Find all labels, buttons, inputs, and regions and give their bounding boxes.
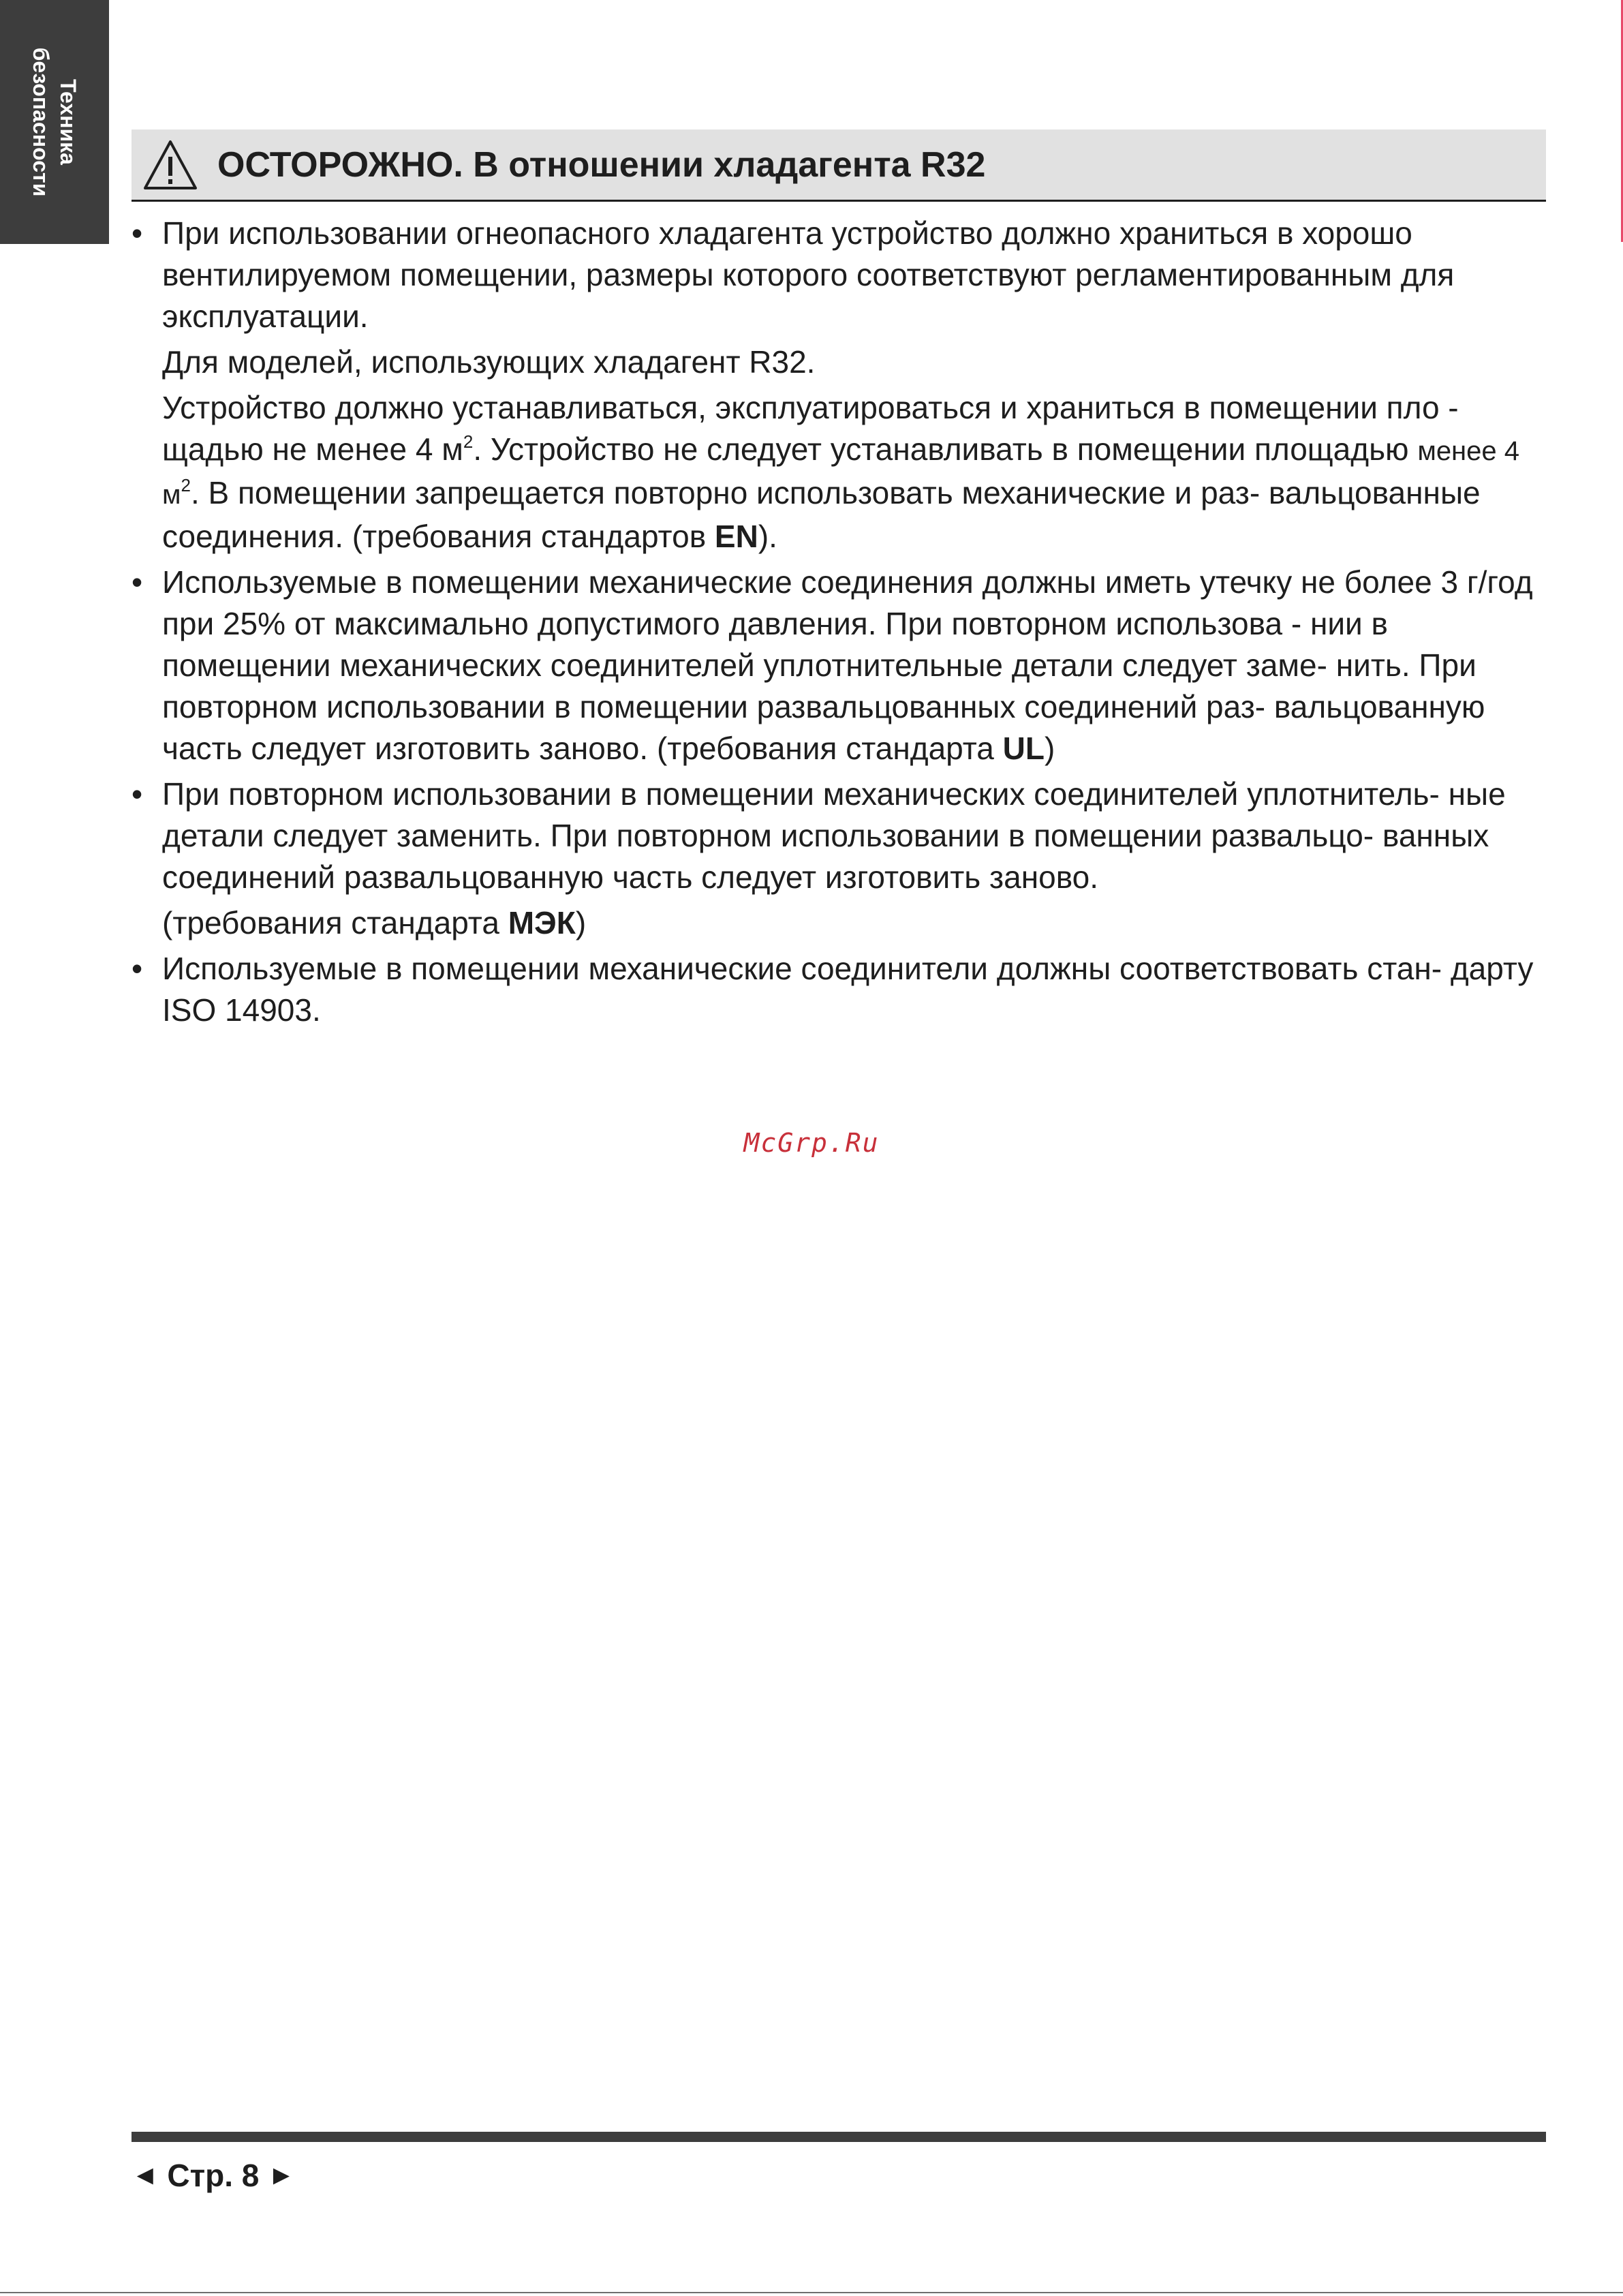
paragraph: Для моделей, использующих хладагент R32. xyxy=(162,344,816,380)
paragraph: Используемые в помещении механические соединители должны соответствовать стан- дарту ISO 14903. xyxy=(162,951,1534,1028)
warning-triangle-icon xyxy=(142,139,198,191)
paragraph xyxy=(162,902,1546,944)
text-run-small: менее 4 м xyxy=(162,436,1519,510)
side-tab-line-2: безопасности xyxy=(29,47,53,197)
list-item xyxy=(132,948,1546,1031)
bullet-marker: • xyxy=(132,776,143,812)
side-section-tab xyxy=(0,0,109,244)
paragraph xyxy=(162,387,1546,557)
standard-name: UL xyxy=(1002,731,1045,766)
text-run: Устройство должно устанавливаться, эксплуатироваться и храниться в помещении пло - щадью не менее 4 м xyxy=(162,390,1459,467)
paragraph xyxy=(162,562,1546,769)
side-tab-line-1: Техника xyxy=(56,79,80,165)
previous-page-arrow-icon[interactable]: ◄ xyxy=(132,2160,159,2190)
next-page-arrow-icon[interactable]: ► xyxy=(268,2160,295,2190)
list-item xyxy=(132,774,1546,944)
text-run: Используемые в помещении механические соединения должны иметь утечку не более 3 г/год при 25% от максимально допустимого давления. При повторном использова - нии в помещении механических соединителей уплотнительные детали следует заме- нить. При повторном использовании в помещении развальцованных соединений раз- вальцованную часть следует изготовить заново. (требования стандарта xyxy=(162,564,1533,766)
standard-name: EN xyxy=(714,519,758,554)
text-run: ) xyxy=(1044,731,1055,766)
bullet-marker: • xyxy=(132,564,143,600)
page-navigation xyxy=(132,2155,295,2196)
paragraph: При использовании огнеопасного хладагента устройство должно храниться в хорошо вентилируемом помещении, размеры которого соответствуют регламентированным для эксплуатации. xyxy=(162,215,1455,334)
text-run: ) xyxy=(575,905,587,940)
text-run: ). xyxy=(758,519,777,554)
list-item xyxy=(132,213,1546,557)
caution-title: ОСТОРОЖНО. В отношении хладагента R32 xyxy=(217,145,986,185)
text-run: (требования стандарта xyxy=(162,905,499,940)
text-run: . В помещении запрещается повторно использовать механические и раз- вальцованные соединения. (требования стандартов xyxy=(162,475,1481,554)
bullet-marker: • xyxy=(132,215,143,251)
list-item xyxy=(132,562,1546,769)
footer-divider xyxy=(132,2132,1546,2142)
superscript: 2 xyxy=(181,475,191,495)
text-run: . Устройство не следует устанавливать в помещении площадью xyxy=(473,431,1409,467)
superscript: 2 xyxy=(463,431,474,452)
caution-list xyxy=(132,213,1546,1035)
page-number: Стр. 8 xyxy=(167,2158,260,2193)
watermark: McGrp.Ru xyxy=(743,1128,880,1158)
caution-header xyxy=(132,129,1546,202)
side-tab-label xyxy=(27,48,82,197)
standard-name: МЭК xyxy=(508,905,576,940)
paragraph: При повторном использовании в помещении механических соединителей уплотнитель- ные детали следует заменить. При повторном использовании в помещении развальцо- ванных соединений развальцованную часть следует изготовить заново. xyxy=(162,776,1506,895)
bottom-edge-line xyxy=(0,2292,1623,2293)
bullet-marker: • xyxy=(132,951,143,986)
